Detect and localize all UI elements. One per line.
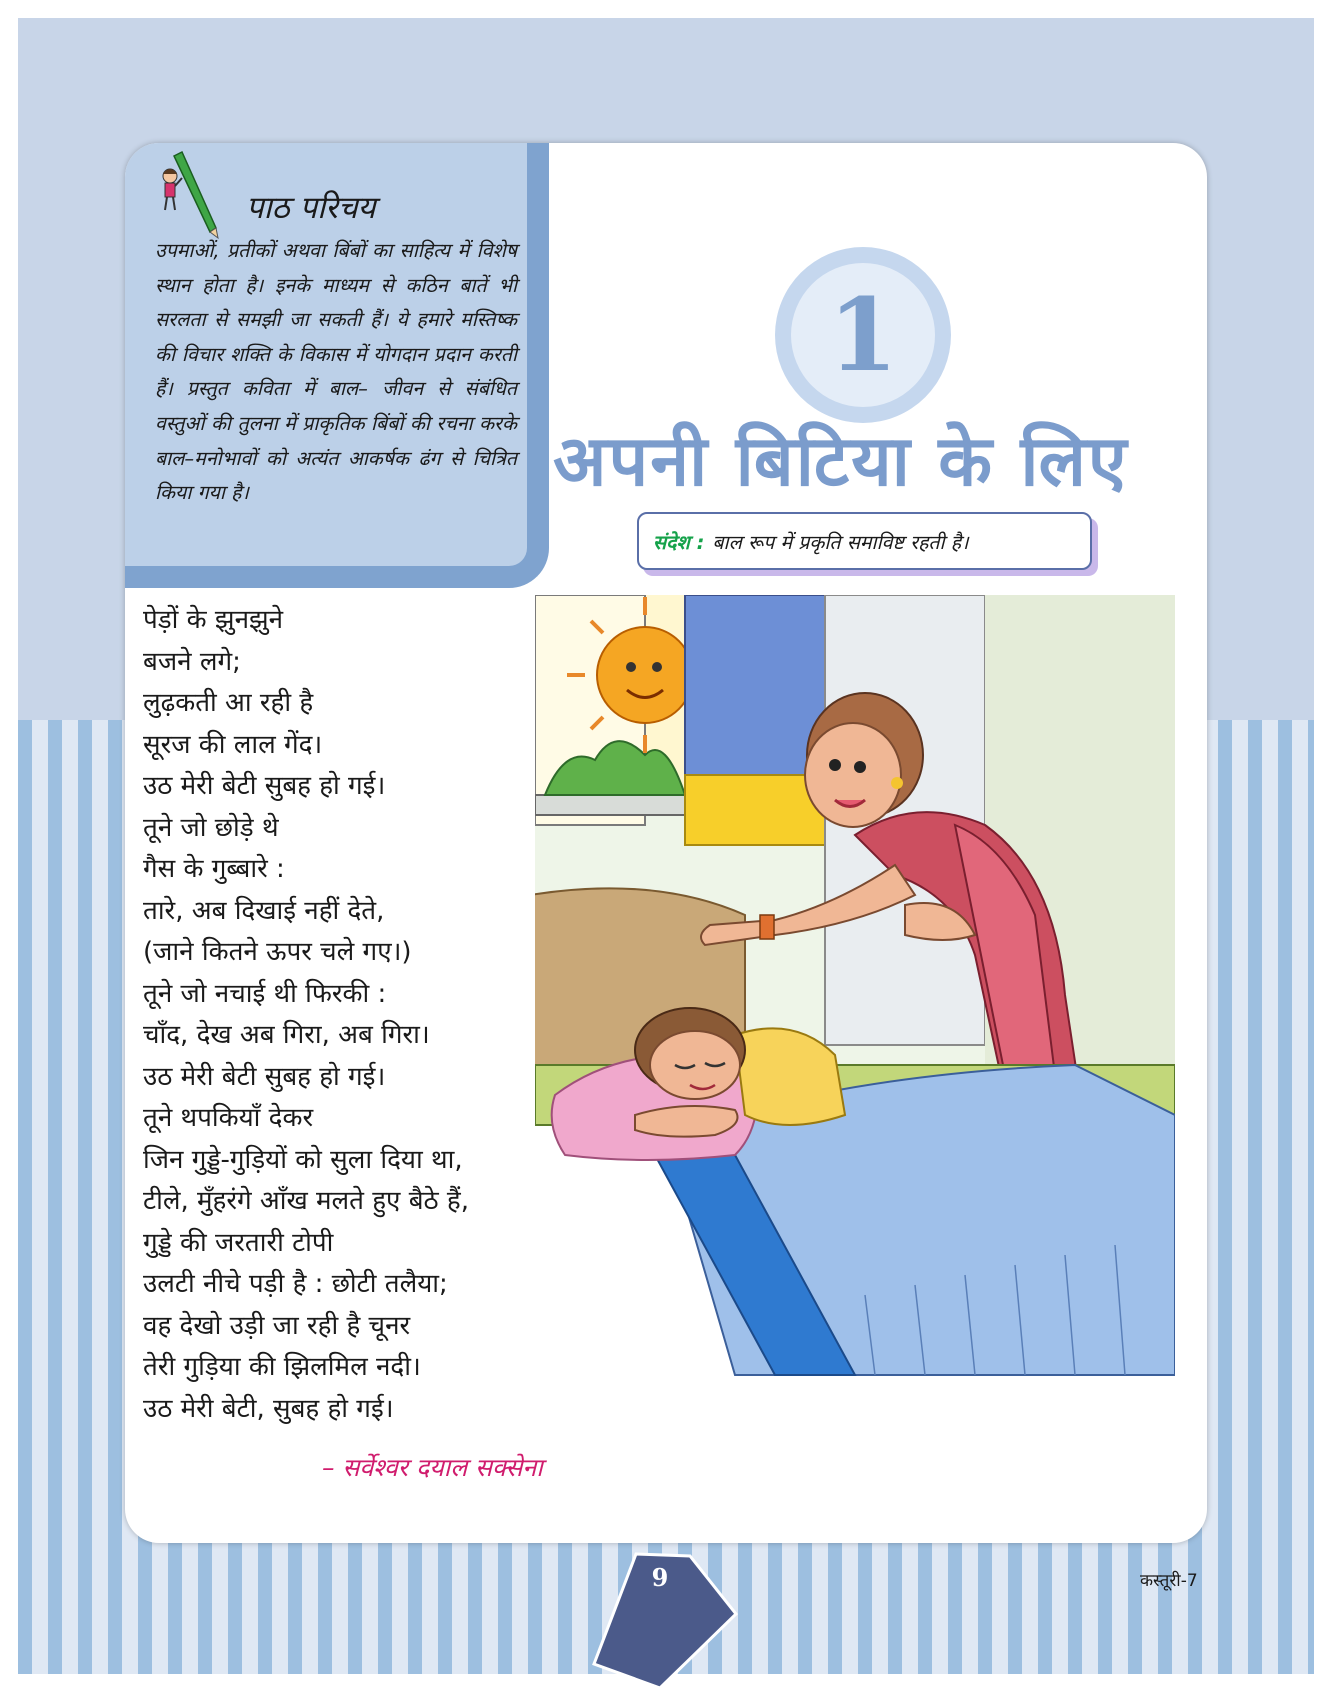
message-box	[637, 512, 1092, 570]
poem-line: पेड़ों के झुनझुने	[143, 605, 284, 635]
page-number: 9	[651, 1563, 669, 1592]
poem-line: तारे, अब दिखाई नहीं देते,	[143, 895, 385, 926]
book-label: कस्तूरी-7	[1140, 1571, 1198, 1591]
poem-line: तूने जो नचाई थी फिरकी :	[143, 978, 387, 1009]
poem-line: बजने लगे;	[143, 646, 241, 677]
girl-with-pencil-icon	[156, 150, 236, 240]
message-text: बाल रूप में प्रकृति समाविष्ट रहती है।	[712, 530, 969, 554]
poem-line: तूने थपकियाँ देकर	[143, 1103, 314, 1133]
poem	[143, 600, 573, 1430]
poem-line: गैस के गुब्बारे :	[143, 854, 285, 884]
poem-line: तेरी गुड़िया की झिलमिल नदी।	[143, 1352, 421, 1382]
poem-line: चाँद, देख अब गिरा, अब गिरा।	[143, 1020, 430, 1050]
poem-line: (जाने कितने ऊपर चले गए।)	[143, 937, 412, 967]
poem-line: वह देखो उड़ी जा रही है चूनर	[143, 1310, 411, 1341]
poem-line: जिन गुड्डे-गुड़ियों को सुला दिया था,	[143, 1144, 463, 1175]
chapter-number: 1	[828, 276, 898, 394]
poem-line: उठ मेरी बेटी सुबह हो गई।	[143, 771, 386, 801]
intro-title: पाठ परिचय	[246, 190, 376, 226]
poem-line: लुढ़कती आ रही है	[143, 688, 314, 718]
poem-line: उठ मेरी बेटी सुबह हो गई।	[143, 1061, 386, 1092]
mother-waking-daughter-illustration	[535, 595, 1175, 1495]
intro-text: उपमाओं, प्रतीकों अथवा बिंबों का साहित्य में विशेष स्थान होता है। इनके माध्यम से कठिन बातें भी सरलता से समझी जा सकती हैं। ये हमारे मस्तिष्क की विचार शक्ति के विकास में योगदान प्रदान करती हैं। प्रस्तुत कविता में बाल– जीवन से संबंधित वस्तुओं की तुलना में प्राकृतिक बिंबों की रचना करके बाल–मनोभावों को अत्यंत आकर्षक ढंग से चित्रित किया गया है।	[155, 239, 517, 505]
poem-author: – सर्वेश्वर दयाल सक्सेना	[322, 1453, 543, 1482]
poem-line: गुड्डे की जरतारी टोपी	[143, 1227, 334, 1258]
poem-line: टीले, मुँहरंगे आँख मलते हुए बैठे हैं,	[143, 1186, 469, 1216]
chapter-title: अपनी बिटिया के लिए	[553, 420, 1129, 502]
poem-line: सूरज की लाल गेंद।	[143, 729, 323, 760]
message-label: संदेश :	[653, 530, 705, 554]
poem-line: उलटी नीचे पड़ी है : छोटी तलैया;	[143, 1269, 448, 1299]
chapter-number-badge	[773, 245, 953, 425]
poem-line: तूने जो छोड़े थे	[143, 812, 279, 843]
poem-line: उठ मेरी बेटी, सुबह हो गई।	[143, 1393, 394, 1424]
